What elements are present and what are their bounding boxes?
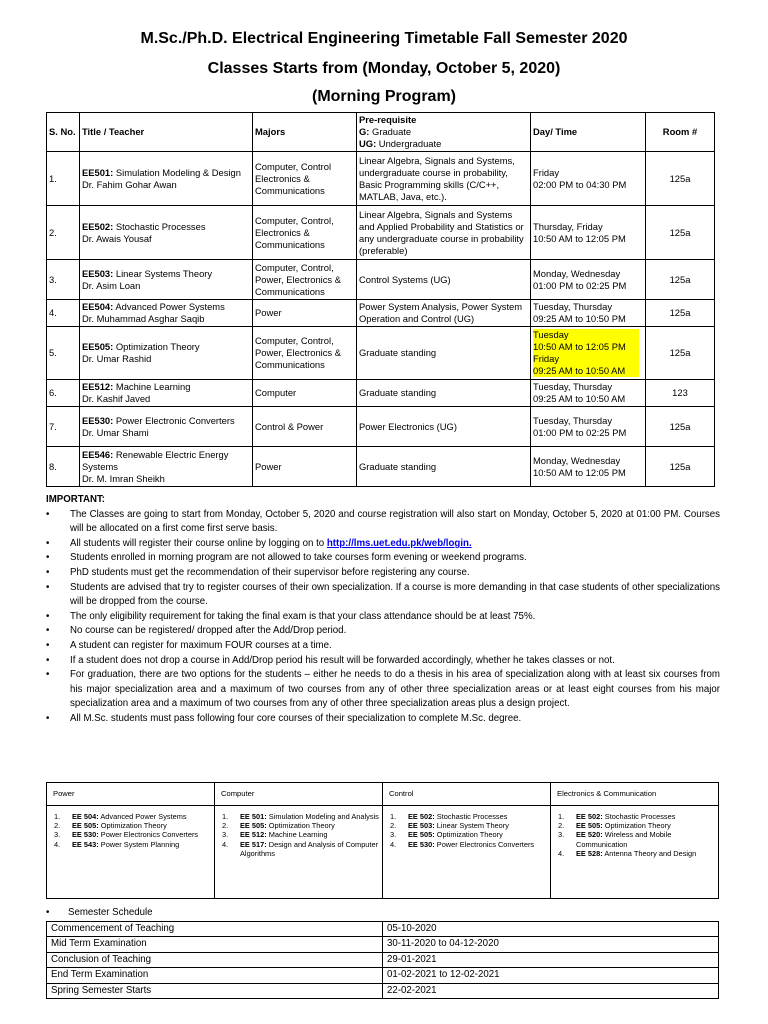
spec-header-electronics: Electronics & Communication — [551, 783, 719, 806]
note-item — [46, 551, 720, 566]
spec-list-electronics — [551, 806, 719, 899]
prereq-ug-key: UG: — [359, 138, 377, 149]
row-daytime — [531, 300, 646, 327]
row-course — [80, 380, 253, 407]
course-title: Linear Systems Theory — [113, 267, 213, 279]
spec-course — [408, 812, 547, 821]
spec-course-name: Machine Learning — [266, 830, 328, 840]
schedule-event: End Term Examination — [47, 968, 383, 983]
spec-course — [72, 812, 211, 821]
row-room: 125a — [646, 300, 715, 327]
spec-list-control — [383, 806, 551, 899]
note-text: All M.Sc. students must pass following four core courses of their specialization to complete M.Sc. degree. — [70, 712, 522, 724]
list-number: 2. — [390, 821, 397, 831]
row-days: Friday — [533, 166, 560, 178]
course-title: Machine Learning — [113, 381, 191, 392]
prereq-header-g — [359, 126, 528, 138]
row-room: 125a — [646, 206, 715, 260]
spec-course-code: EE 502: — [576, 812, 603, 821]
spec-course-code: EE 503: — [408, 821, 435, 831]
course-title: Optimization Theory — [113, 341, 200, 352]
spec-course-name: Antenna Theory and Design — [602, 848, 697, 858]
row-majors: Computer, Control Electronics & Communications — [253, 152, 357, 206]
spec-course-code: EE 530: — [408, 839, 435, 849]
bullet-icon: • — [46, 907, 50, 918]
course-title: Power Electronic Converters — [113, 414, 235, 426]
row-sno: 6. — [47, 380, 80, 407]
course-teacher: Dr. Umar Rashid — [82, 353, 152, 364]
course-code: EE530: — [82, 414, 114, 426]
row-sno: 4. — [47, 300, 80, 327]
list-number: 3. — [54, 830, 61, 840]
spec-course-name: Simulation Modeling and Analysis — [266, 812, 379, 821]
note-item — [46, 624, 720, 639]
semester-schedule-title: Semester Schedule — [68, 907, 153, 918]
spec-course — [240, 830, 379, 839]
list-number: 2. — [558, 821, 565, 831]
spec-course — [72, 821, 211, 830]
note-text: Students enrolled in morning program are not allowed to take courses form evening or weekend programs. — [70, 552, 527, 564]
col-header-prereq — [357, 113, 531, 152]
list-number: 2. — [54, 821, 61, 831]
row-daytime — [531, 206, 646, 260]
course-title: Simulation Modeling & Design — [113, 166, 241, 178]
bullet-icon: • — [46, 566, 50, 578]
spec-header-power: Power — [47, 783, 215, 806]
spec-course-name: Stochastic Processes — [434, 812, 508, 821]
row-daytime — [531, 260, 646, 300]
course-code: EE502: — [82, 220, 114, 232]
bullet-icon: • — [46, 654, 50, 666]
prereq-g-value: Graduate — [369, 126, 412, 137]
bullet-icon: • — [46, 581, 50, 593]
note-item — [46, 581, 720, 610]
note-text: If a student does not drop a course in Add/Drop period his result will be forwarded accordingly, whether he takes classes or not. — [70, 654, 615, 666]
spec-course-code: EE 505: — [72, 821, 99, 831]
col-header-majors: Majors — [253, 113, 357, 152]
note-text: The Classes are going to start from Monday, October 5, 2020 and course registration will also start on Monday, October 5, 2020 at 01:00 PM. Courses will be allocated on a first come first serve basis. — [70, 508, 720, 535]
list-number: 4. — [54, 839, 61, 849]
spec-list-power — [47, 806, 215, 899]
schedule-date: 29-01-2021 — [383, 952, 719, 967]
row-time: 02:00 PM to 04:30 PM — [533, 178, 627, 190]
spec-course — [576, 821, 715, 830]
row-sno: 1. — [47, 152, 80, 206]
table-row — [47, 407, 715, 447]
list-number: 1. — [558, 812, 565, 821]
page-subtitle: Classes Starts from (Monday, October 5, 2020) — [207, 60, 561, 77]
note-item — [46, 639, 720, 654]
spec-course — [240, 821, 379, 830]
table-row — [47, 260, 715, 300]
row-sno: 3. — [47, 260, 80, 300]
spec-course-name: Power Electronics Converters — [98, 830, 199, 840]
schedule-event: Conclusion of Teaching — [47, 952, 383, 967]
row-time: 10:50 AM to 12:05 PM — [533, 466, 626, 478]
row-course — [80, 260, 253, 300]
course-code: EE505: — [82, 341, 114, 352]
spec-course-code: EE 530: — [72, 830, 99, 840]
table-row — [47, 968, 719, 983]
row-daytime — [531, 380, 646, 407]
note-text: The only eligibility requirement for taking the final exam is that your class attendance should be at least 75%. — [70, 610, 536, 622]
bullet-icon: • — [46, 669, 50, 681]
table-row — [47, 327, 715, 380]
prereq-header-title: Pre-requisite — [359, 114, 417, 125]
lms-login-link[interactable]: http://lms.uet.edu.pk/web/login. — [326, 537, 472, 549]
row-sno: 8. — [47, 447, 80, 487]
note-item — [46, 654, 720, 669]
spec-course-code: EE 505: — [576, 821, 603, 831]
list-number: 3. — [558, 830, 565, 840]
bullet-icon: • — [46, 610, 50, 622]
list-number: 1. — [54, 812, 61, 821]
list-number: 4. — [222, 839, 229, 849]
semester-schedule-label — [46, 907, 153, 918]
specialization-core-courses-table — [46, 782, 719, 899]
note-text: PhD students must get the recommendation of their supervisor before registering any course. — [70, 566, 470, 578]
row-days: Monday, Wednesday — [533, 454, 621, 466]
course-teacher: Dr. Kashif Javed — [82, 393, 151, 404]
row-time: 09:25 AM to 10:50 AM — [533, 393, 626, 404]
spec-course — [240, 840, 379, 858]
list-number: 1. — [222, 812, 229, 821]
note-text: No course can be registered/ dropped after the Add/Drop period. — [70, 625, 347, 637]
important-notes — [46, 493, 720, 727]
row-prereq: Graduate standing — [357, 447, 531, 487]
list-number: 1. — [390, 812, 397, 821]
spec-course-name: Power System Planning — [98, 839, 180, 849]
table-row — [47, 983, 719, 998]
course-code: EE512: — [82, 381, 114, 392]
course-teacher: Dr. Awais Yousaf — [82, 232, 152, 244]
course-teacher: Dr. Muhammad Asghar Saqib — [82, 313, 205, 324]
row-prereq: Linear Algebra, Signals and Systems, undergraduate course in probability, Basic Programming skills (C/C++, MATLAB, Java, etc.). — [357, 152, 531, 206]
row-days: Tuesday, Thursday — [533, 414, 613, 426]
prereq-header-ug — [359, 138, 528, 150]
spec-course — [408, 840, 547, 849]
col-header-room: Room # — [646, 113, 715, 152]
spec-course-code: EE 504: — [72, 812, 99, 821]
schedule-date: 30-11-2020 to 04-12-2020 — [383, 937, 719, 952]
row-daytime — [531, 407, 646, 447]
row-course — [80, 407, 253, 447]
row-prereq: Control Systems (UG) — [357, 260, 531, 300]
row-course — [80, 447, 253, 487]
row-prereq: Graduate standing — [357, 327, 531, 380]
table-header-row — [47, 113, 715, 152]
bullet-icon: • — [46, 712, 50, 724]
row-majors: Computer, Control, Power, Electronics & Communications — [253, 327, 357, 380]
spec-course-name: Advanced Power Systems — [98, 812, 187, 821]
row-days: Thursday, Friday — [533, 220, 603, 232]
schedule-event: Spring Semester Starts — [47, 983, 383, 998]
bullet-icon: • — [46, 625, 50, 637]
spec-course — [240, 812, 379, 821]
bullet-icon: • — [46, 537, 50, 549]
row-course — [80, 152, 253, 206]
prereq-ug-value: Undergraduate — [376, 138, 442, 149]
spec-header-row — [47, 783, 719, 806]
row-sno: 7. — [47, 407, 80, 447]
course-code: EE504: — [82, 301, 114, 312]
spec-course-name: Power Electronics Converters — [434, 839, 535, 849]
spec-course-name: Optimization Theory — [434, 830, 503, 840]
row-time: 09:25 AM to 10:50 PM — [533, 313, 626, 324]
row-sno: 5. — [47, 327, 80, 380]
highlighted-day: Tuesday — [533, 329, 639, 341]
course-code: EE546: — [82, 448, 114, 460]
row-prereq: Power Electronics (UG) — [357, 407, 531, 447]
spec-course-name: Optimization Theory — [98, 821, 167, 831]
row-prereq: Linear Algebra, Signals and Systems and Applied Probability and Statistics or any undergraduate course in probability (preferable) — [357, 206, 531, 260]
spec-course — [72, 830, 211, 839]
spec-header-computer: Computer — [215, 783, 383, 806]
spec-course-code: EE 505: — [408, 830, 435, 840]
row-time: 01:00 PM to 02:25 PM — [533, 426, 627, 438]
note-item — [46, 537, 720, 552]
course-teacher: Dr. M. Imran Sheikh — [82, 472, 165, 484]
spec-body-row — [47, 806, 719, 899]
list-number: 4. — [558, 848, 565, 858]
table-row — [47, 300, 715, 327]
course-teacher: Dr. Asim Loan — [82, 279, 141, 291]
note-text: All students will register their course online by logging on to — [70, 537, 327, 549]
row-room: 125a — [646, 327, 715, 380]
spec-course-code: EE 517: — [240, 839, 267, 849]
timetable-table — [46, 112, 715, 487]
note-item — [46, 668, 720, 712]
course-code: EE503: — [82, 267, 114, 279]
row-time: 10:50 AM to 12:05 PM — [533, 232, 626, 244]
important-title: IMPORTANT: — [46, 494, 106, 505]
row-room: 125a — [646, 260, 715, 300]
table-row — [47, 206, 715, 260]
row-room: 123 — [646, 380, 715, 407]
bullet-icon: • — [46, 508, 50, 520]
row-majors: Power — [253, 447, 357, 487]
bullet-icon: • — [46, 552, 50, 564]
schedule-date: 01-02-2021 to 12-02-2021 — [383, 968, 719, 983]
page-title: M.Sc./Ph.D. Electrical Engineering Timetable Fall Semester 2020 — [140, 30, 628, 47]
course-title: Stochastic Processes — [113, 220, 206, 232]
spec-course-name: Optimization Theory — [602, 821, 671, 831]
note-item — [46, 508, 720, 537]
col-header-daytime: Day/ Time — [531, 113, 646, 152]
row-majors: Power — [253, 300, 357, 327]
note-text: A student can register for maximum FOUR courses at a time. — [70, 639, 332, 651]
course-teacher: Dr. Fahim Gohar Awan — [82, 178, 177, 190]
row-daytime — [531, 327, 646, 380]
row-days: Tuesday, Thursday — [533, 301, 613, 312]
bullet-icon: • — [46, 639, 50, 651]
col-header-sno: S. No. — [47, 113, 80, 152]
note-text: For graduation, there are two options for the students – either he needs to do a thesis in his area of specialization along with at least six courses from his major specialization area and a maximum of two courses from any of other three specialization areas or at least eight courses from his major specialization area and a maximum of two courses from any of other three specialization areas plus a design project. — [70, 669, 720, 710]
row-course — [80, 327, 253, 380]
row-daytime — [531, 447, 646, 487]
spec-course — [576, 849, 715, 858]
table-row — [47, 937, 719, 952]
spec-course-code: EE 505: — [240, 821, 267, 831]
table-row — [47, 447, 715, 487]
course-code: EE501: — [82, 166, 114, 178]
note-item — [46, 610, 720, 625]
table-row — [47, 952, 719, 967]
schedule-date: 05-10-2020 — [383, 922, 719, 937]
course-title: Renewable Electric Energy Systems — [82, 448, 229, 472]
course-title: Advanced Power Systems — [113, 301, 225, 312]
semester-schedule-table — [46, 921, 719, 999]
spec-list-computer — [215, 806, 383, 899]
col-header-title: Title / Teacher — [80, 113, 253, 152]
spec-course-code: EE 543: — [72, 839, 99, 849]
row-room: 125a — [646, 407, 715, 447]
table-row — [47, 922, 719, 937]
course-teacher: Dr. Umar Shami — [82, 426, 149, 438]
spec-course — [576, 812, 715, 821]
list-number: 3. — [222, 830, 229, 840]
highlighted-day: Friday — [533, 353, 639, 365]
spec-course-name: Design and Analysis of Computer Algorithms — [240, 839, 379, 858]
spec-course-name: Wireless and Mobile Communication — [576, 830, 672, 849]
note-text: Students are advised that try to register courses of their own specialization. If a course is more demanding in that case students of other specializations will be dropped from the course. — [70, 581, 720, 608]
row-majors: Computer, Control, Power, Electronics & Communications — [253, 260, 357, 300]
row-prereq: Graduate standing — [357, 380, 531, 407]
spec-course — [408, 821, 547, 830]
program-label: (Morning Program) — [312, 88, 456, 105]
spec-course-code: EE 520: — [576, 830, 603, 840]
table-row — [47, 380, 715, 407]
row-majors: Computer — [253, 380, 357, 407]
note-item — [46, 566, 720, 581]
row-course — [80, 206, 253, 260]
spec-course — [72, 840, 211, 849]
schedule-event: Mid Term Examination — [47, 937, 383, 952]
row-prereq: Power System Analysis, Power System Operation and Control (UG) — [357, 300, 531, 327]
row-room: 125a — [646, 152, 715, 206]
spec-course — [576, 830, 715, 848]
row-course — [80, 300, 253, 327]
highlighted-time: 09:25 AM to 10:50 AM — [533, 365, 639, 377]
row-majors: Control & Power — [253, 407, 357, 447]
row-days: Tuesday, Thursday — [533, 381, 613, 392]
spec-course-name: Optimization Theory — [266, 821, 335, 831]
highlighted-time: 10:50 AM to 12:05 PM — [533, 341, 639, 353]
spec-course-code: EE 528: — [576, 848, 603, 858]
spec-course-name: Linear System Theory — [434, 821, 509, 831]
spec-course-code: EE 512: — [240, 830, 267, 840]
schedule-event: Commencement of Teaching — [47, 922, 383, 937]
list-number: 2. — [222, 821, 229, 831]
spec-course-code: EE 501: — [240, 812, 267, 821]
row-daytime — [531, 152, 646, 206]
prereq-g-key: G: — [359, 126, 370, 137]
list-number: 3. — [390, 830, 397, 840]
list-number: 4. — [390, 839, 397, 849]
spec-course-name: Stochastic Processes — [602, 812, 676, 821]
spec-header-control: Control — [383, 783, 551, 806]
table-row — [47, 152, 715, 206]
row-sno: 2. — [47, 206, 80, 260]
row-majors: Computer, Control, Electronics & Communications — [253, 206, 357, 260]
schedule-date: 22-02-2021 — [383, 983, 719, 998]
spec-course-code: EE 502: — [408, 812, 435, 821]
row-room: 125a — [646, 447, 715, 487]
row-time: 01:00 PM to 02:25 PM — [533, 279, 627, 291]
spec-course — [408, 830, 547, 839]
row-days: Monday, Wednesday — [533, 267, 621, 279]
note-item — [46, 712, 720, 727]
